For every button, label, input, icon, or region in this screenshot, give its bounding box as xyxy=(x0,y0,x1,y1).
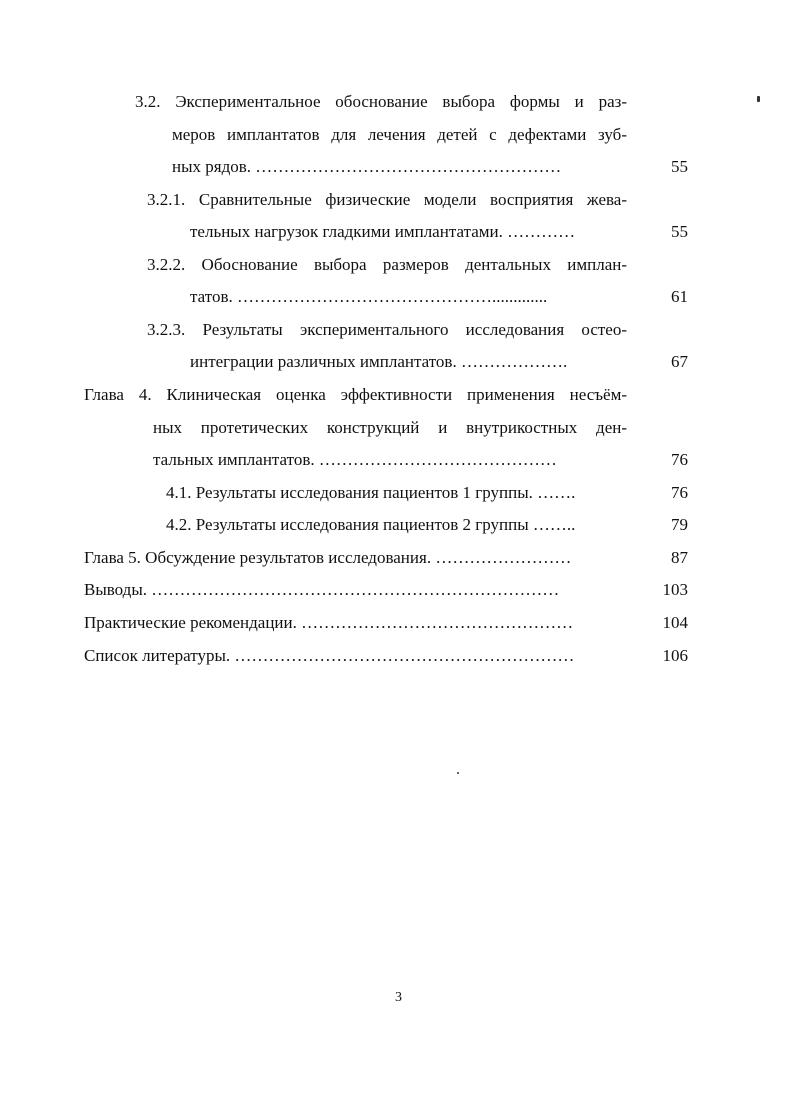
toc-entry-3-2-3-line-2: интеграции различных имплантатов. ………………. xyxy=(190,352,568,371)
toc-chapter-4-page: 76 xyxy=(671,450,688,469)
scan-speck xyxy=(457,772,459,774)
toc-chapter-5: Глава 5. Обсуждение результатов исследования. …………………… xyxy=(84,548,572,567)
toc-entry-3-2-line-3: ных рядов. ……………………………………………… xyxy=(172,157,562,176)
toc-recommendations-page: 104 xyxy=(662,613,688,632)
toc-references-page: 106 xyxy=(662,646,688,665)
toc-entry-3-2-page: 55 xyxy=(671,157,688,176)
toc-conclusions-page: 103 xyxy=(662,580,688,599)
scan-speck xyxy=(757,96,760,102)
toc-recommendations: Практические рекомендации. ………………………………………… xyxy=(84,613,574,632)
toc-chapter-4-line-3: тальных имплантатов. …………………………………… xyxy=(153,450,557,469)
toc-entry-3-2-2-line-2: татов. ………………………………………............. xyxy=(190,287,548,306)
toc-entry-3-2-1-page: 55 xyxy=(671,222,688,241)
toc-entry-3-2-2-line-1: 3.2.2. Обоснование выбора размеров дентальных имплан- xyxy=(147,255,627,274)
toc-chapter-4-line-2: ных протетических конструкций и внутрикостных ден- xyxy=(153,418,627,437)
toc-chapter-5-page: 87 xyxy=(671,548,688,567)
toc-conclusions: Выводы. ……………………………………………………………… xyxy=(84,580,560,599)
toc-entry-4-2: 4.2. Результаты исследования пациентов 2 группы …….. xyxy=(166,515,576,534)
toc-entry-3-2-3-line-1: 3.2.3. Результаты экспериментального исследования остео- xyxy=(147,320,627,339)
page-number: 3 xyxy=(395,990,402,1005)
toc-entry-4-1: 4.1. Результаты исследования пациентов 1 группы. ……. xyxy=(166,483,576,502)
toc-entry-3-2-3-page: 67 xyxy=(671,352,688,371)
toc-entry-4-1-page: 76 xyxy=(671,483,688,502)
toc-entry-3-2-line-1: 3.2. Экспериментальное обоснование выбора формы и раз- xyxy=(135,92,627,111)
toc-references: Список литературы. …………………………………………………… xyxy=(84,646,575,665)
toc-entry-3-2-2-page: 61 xyxy=(671,287,688,306)
toc-entry-4-2-page: 79 xyxy=(671,515,688,534)
toc-entry-3-2-1-line-2: тельных нагрузок гладкими имплантатами. ………… xyxy=(190,222,576,241)
toc-entry-3-2-1-line-1: 3.2.1. Сравнительные физические модели восприятия жева- xyxy=(147,190,627,209)
toc-entry-3-2-line-2: меров имплантатов для лечения детей с дефектами зуб- xyxy=(172,125,627,144)
toc-chapter-4-line-1: Глава 4. Клиническая оценка эффективности применения несъём- xyxy=(84,385,627,404)
